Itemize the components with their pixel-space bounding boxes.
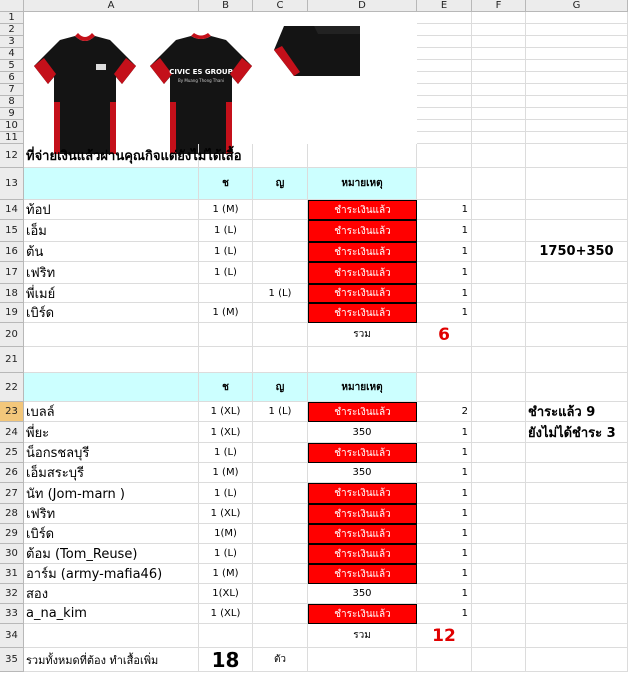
shirt-logo: CIVIC ES GROUP [169, 68, 233, 76]
size-female-cell[interactable] [253, 604, 308, 624]
grid-cell[interactable] [526, 168, 628, 200]
grid-cell[interactable] [472, 524, 526, 544]
grid-cell[interactable] [526, 584, 628, 604]
grid-cell[interactable] [472, 373, 526, 402]
grid-cell[interactable] [526, 120, 628, 132]
grid-cell[interactable] [472, 463, 526, 483]
grid-cell[interactable] [199, 323, 253, 347]
grid-cell[interactable] [526, 144, 628, 168]
spreadsheet-grid [24, 12, 628, 700]
grid-cell[interactable] [526, 48, 628, 60]
grid-cell[interactable] [417, 60, 472, 72]
grid-cell[interactable] [526, 463, 628, 483]
grid-cell[interactable] [417, 24, 472, 36]
row-header-28[interactable]: 28 [0, 504, 24, 524]
table-header-female[interactable]: ญ [253, 373, 308, 402]
grid-cell[interactable] [472, 72, 526, 84]
size-male-cell[interactable]: 1 (M) [199, 564, 253, 584]
size-male-cell[interactable]: 1 (M) [199, 303, 253, 323]
name-cell[interactable]: ท้อป [24, 200, 199, 220]
grid-cell[interactable] [472, 220, 526, 242]
row-header-7[interactable]: 7 [0, 84, 24, 96]
table-header-female[interactable]: ญ [253, 168, 308, 200]
grid-cell[interactable] [472, 48, 526, 60]
grid-cell[interactable] [472, 12, 526, 24]
size-male-cell[interactable]: 1 (L) [199, 443, 253, 463]
grid-cell[interactable] [472, 624, 526, 648]
size-female-cell[interactable] [253, 220, 308, 242]
grid-cell[interactable] [472, 483, 526, 504]
grid-cell[interactable] [526, 262, 628, 284]
row-header-27[interactable]: 27 [0, 483, 24, 504]
grid-cell[interactable] [526, 60, 628, 72]
grid-cell[interactable] [526, 132, 628, 144]
column-header-c[interactable]: C [253, 0, 308, 12]
note-cell[interactable]: ชำระเงินแล้ว [308, 604, 417, 624]
row-header-4[interactable]: 4 [0, 48, 24, 60]
note-cell[interactable]: ชำระเงินแล้ว [308, 303, 417, 323]
grid-cell[interactable] [253, 624, 308, 648]
grid-cell[interactable] [472, 422, 526, 443]
qty-cell[interactable]: 2 [417, 402, 472, 422]
row-header-25[interactable]: 25 [0, 443, 24, 463]
grid-cell[interactable] [526, 373, 628, 402]
grid-cell[interactable] [526, 604, 628, 624]
note-cell[interactable]: ชำระเงินแล้ว [308, 262, 417, 284]
row-header-6[interactable]: 6 [0, 72, 24, 84]
note-cell[interactable]: ชำระเงินแล้ว [308, 220, 417, 242]
name-cell[interactable]: พี่ยะ [24, 422, 199, 443]
size-female-cell[interactable]: 1 (L) [253, 284, 308, 303]
column-header-a[interactable]: A [24, 0, 199, 12]
grid-cell[interactable] [526, 84, 628, 96]
grid-cell[interactable] [526, 504, 628, 524]
grid-cell[interactable] [472, 108, 526, 120]
select-all-corner[interactable] [0, 0, 24, 12]
grid-cell[interactable] [472, 36, 526, 48]
grid-cell[interactable] [417, 144, 472, 168]
table-header-male[interactable]: ช [199, 168, 253, 200]
grid-cell[interactable] [24, 347, 199, 373]
row-header-33[interactable]: 33 [0, 604, 24, 624]
size-male-cell[interactable] [199, 284, 253, 303]
size-male-cell[interactable]: 1 (XL) [199, 422, 253, 443]
note-cell[interactable]: 350 [308, 463, 417, 483]
qty-cell[interactable]: 1 [417, 463, 472, 483]
grid-cell[interactable] [472, 168, 526, 200]
size-male-cell[interactable]: 1 (XL) [199, 504, 253, 524]
grid-cell[interactable] [472, 604, 526, 624]
qty-cell[interactable]: 1 [417, 262, 472, 284]
row-header-12[interactable]: 12 [0, 144, 24, 168]
grid-cell[interactable] [472, 443, 526, 463]
column-header-e[interactable]: E [417, 0, 472, 12]
row-header-35[interactable]: 35 [0, 648, 24, 672]
row-header-10[interactable]: 10 [0, 120, 24, 132]
grid-cell[interactable] [472, 347, 526, 373]
grid-cell[interactable] [472, 564, 526, 584]
grid-cell[interactable] [526, 544, 628, 564]
name-cell[interactable]: เอ็มสระบุรี [24, 463, 199, 483]
summary-total[interactable]: 18 [199, 648, 253, 672]
column-header-f[interactable]: F [472, 0, 526, 12]
size-female-cell[interactable] [253, 483, 308, 504]
grid-cell[interactable] [472, 144, 526, 168]
row-header-16[interactable]: 16 [0, 242, 24, 262]
row-header-18[interactable]: 18 [0, 284, 24, 303]
size-male-cell[interactable]: 1 (M) [199, 200, 253, 220]
name-cell[interactable]: เบิร์ด [24, 524, 199, 544]
note-cell[interactable]: ชำระเงินแล้ว [308, 524, 417, 544]
size-female-cell[interactable] [253, 463, 308, 483]
size-male-cell[interactable]: 1 (L) [199, 544, 253, 564]
grid-cell[interactable] [526, 96, 628, 108]
row-header-22[interactable]: 22 [0, 373, 24, 402]
note-cell[interactable]: ชำระเงินแล้ว [308, 402, 417, 422]
grid-cell[interactable] [417, 48, 472, 60]
row-header-19[interactable]: 19 [0, 303, 24, 323]
note-cell[interactable]: ชำระเงินแล้ว [308, 483, 417, 504]
section2-total[interactable]: 12 [417, 624, 472, 648]
size-female-cell[interactable] [253, 524, 308, 544]
grid-cell[interactable] [526, 108, 628, 120]
name-cell[interactable]: เบิร์ด [24, 303, 199, 323]
grid-cell[interactable] [472, 648, 526, 672]
size-female-cell[interactable] [253, 564, 308, 584]
shirt-sleeve-image [274, 20, 360, 76]
grid-cell[interactable] [526, 624, 628, 648]
grid-cell[interactable] [417, 648, 472, 672]
size-male-cell[interactable]: 1 (XL) [199, 604, 253, 624]
grid-cell[interactable] [253, 323, 308, 347]
qty-cell[interactable]: 1 [417, 483, 472, 504]
name-cell[interactable]: นัท (Jom-marn ) [24, 483, 199, 504]
name-cell[interactable]: พี่เมย์ [24, 284, 199, 303]
grid-cell[interactable] [417, 168, 472, 200]
qty-cell[interactable]: 1 [417, 220, 472, 242]
note-cell[interactable]: ชำระเงินแล้ว [308, 504, 417, 524]
grid-cell[interactable] [472, 584, 526, 604]
row-header-26[interactable]: 26 [0, 463, 24, 483]
row-header-14[interactable]: 14 [0, 200, 24, 220]
note-cell[interactable]: ชำระเงินแล้ว [308, 544, 417, 564]
name-cell[interactable]: อาร์ม (army-mafia46) [24, 564, 199, 584]
name-cell[interactable]: ต้อม (Tom_Reuse) [24, 544, 199, 564]
name-cell[interactable]: น็อกsชลบุรี [24, 443, 199, 463]
name-cell[interactable]: a_na_kim [24, 604, 199, 624]
name-cell[interactable]: เฟริท [24, 262, 199, 284]
grid-cell[interactable] [24, 624, 199, 648]
grid-cell[interactable] [308, 347, 417, 373]
column-header-b[interactable]: B [199, 0, 253, 12]
row-header-21[interactable]: 21 [0, 347, 24, 373]
row-header-29[interactable]: 29 [0, 524, 24, 544]
size-male-cell[interactable]: 1 (L) [199, 262, 253, 284]
row-header-9[interactable]: 9 [0, 108, 24, 120]
name-cell[interactable]: สอง [24, 584, 199, 604]
row-header-24[interactable]: 24 [0, 422, 24, 443]
row-header-32[interactable]: 32 [0, 584, 24, 604]
grid-cell[interactable] [526, 347, 628, 373]
table-header-note[interactable]: หมายเหตุ [308, 168, 417, 200]
paid-count-note[interactable]: ชำระแล้ว 9 [526, 402, 628, 422]
grid-cell[interactable] [472, 84, 526, 96]
name-cell[interactable]: เฟริท [24, 504, 199, 524]
qty-cell[interactable]: 1 [417, 544, 472, 564]
note-cell[interactable]: ชำระเงินแล้ว [308, 200, 417, 220]
note-cell[interactable]: ชำระเงินแล้ว [308, 284, 417, 303]
qty-cell[interactable]: 1 [417, 443, 472, 463]
row-header-11[interactable]: 11 [0, 132, 24, 144]
row-header-5[interactable]: 5 [0, 60, 24, 72]
qty-cell[interactable]: 1 [417, 524, 472, 544]
qty-cell[interactable]: 1 [417, 200, 472, 220]
grid-cell[interactable] [472, 262, 526, 284]
grid-cell[interactable] [417, 84, 472, 96]
size-female-cell[interactable] [253, 422, 308, 443]
qty-cell[interactable]: 1 [417, 504, 472, 524]
size-female-cell[interactable] [253, 303, 308, 323]
row-header-31[interactable]: 31 [0, 564, 24, 584]
size-female-cell[interactable] [253, 200, 308, 220]
name-cell[interactable]: เอ็ม [24, 220, 199, 242]
qty-cell[interactable]: 1 [417, 284, 472, 303]
qty-cell[interactable]: 1 [417, 584, 472, 604]
section1-title[interactable]: ที่จ่ายเงินแล้วผ่านคุณกิจแต่ยังไม่ได้เสื้อ [24, 144, 417, 168]
qty-cell[interactable]: 1 [417, 604, 472, 624]
grid-cell[interactable] [253, 347, 308, 373]
qty-cell[interactable]: 1 [417, 242, 472, 262]
row-header-20[interactable]: 20 [0, 323, 24, 347]
unpaid-count-note[interactable]: ยังไม่ได้ชำระ 3 [526, 422, 628, 443]
note-cell[interactable]: ชำระเงินแล้ว [308, 242, 417, 262]
row-header-15[interactable]: 15 [0, 220, 24, 242]
grid-cell[interactable] [526, 524, 628, 544]
grid-cell[interactable] [308, 648, 417, 672]
grid-cell[interactable] [526, 323, 628, 347]
grid-cell[interactable] [472, 96, 526, 108]
grid-cell[interactable] [417, 96, 472, 108]
column-header-g[interactable]: G [526, 0, 628, 12]
grid-cell[interactable] [24, 323, 199, 347]
name-cell[interactable]: เบลล์ [24, 402, 199, 422]
grid-cell[interactable] [417, 132, 472, 144]
grid-cell[interactable] [472, 323, 526, 347]
size-male-cell[interactable]: 1 (L) [199, 220, 253, 242]
grid-cell[interactable] [417, 347, 472, 373]
size-female-cell[interactable] [253, 262, 308, 284]
row-header-3[interactable]: 3 [0, 36, 24, 48]
grid-cell[interactable] [199, 624, 253, 648]
qty-cell[interactable]: 1 [417, 303, 472, 323]
shirt-back-image [146, 32, 256, 157]
table-header-name[interactable] [24, 373, 199, 402]
size-female-cell[interactable] [253, 443, 308, 463]
grid-cell[interactable] [472, 284, 526, 303]
grid-cell[interactable] [526, 483, 628, 504]
grid-cell[interactable] [472, 242, 526, 262]
grid-cell[interactable] [526, 72, 628, 84]
note-cell[interactable]: ชำระเงินแล้ว [308, 443, 417, 463]
row-header-23[interactable]: 23 [0, 402, 24, 422]
grid-cell[interactable] [526, 303, 628, 323]
row-header-13[interactable]: 13 [0, 168, 24, 200]
size-female-cell[interactable]: 1 (L) [253, 402, 308, 422]
note-cell[interactable]: ชำระเงินแล้ว [308, 564, 417, 584]
grid-cell[interactable] [472, 24, 526, 36]
qty-cell[interactable]: 1 [417, 564, 472, 584]
grid-cell[interactable] [526, 648, 628, 672]
note-cell[interactable]: 350 [308, 422, 417, 443]
grid-cell[interactable] [472, 544, 526, 564]
size-male-cell[interactable]: 1 (L) [199, 242, 253, 262]
grid-cell[interactable] [417, 12, 472, 24]
grid-cell[interactable] [526, 564, 628, 584]
size-male-cell[interactable]: 1 (M) [199, 463, 253, 483]
grid-cell[interactable] [417, 120, 472, 132]
grid-cell[interactable] [526, 284, 628, 303]
grid-cell[interactable] [417, 108, 472, 120]
table-header-male[interactable]: ช [199, 373, 253, 402]
grid-cell[interactable] [472, 60, 526, 72]
grid-cell[interactable] [472, 120, 526, 132]
size-female-cell[interactable] [253, 544, 308, 564]
size-male-cell[interactable]: 1 (L) [199, 483, 253, 504]
grid-cell[interactable] [472, 200, 526, 220]
grid-cell[interactable] [526, 220, 628, 242]
grid-cell[interactable] [417, 373, 472, 402]
shirt-tagline: By Muang Thong Thani [177, 78, 225, 83]
grid-cell[interactable] [417, 72, 472, 84]
column-header-d[interactable]: D [308, 0, 417, 12]
row-header-8[interactable]: 8 [0, 96, 24, 108]
size-female-cell[interactable] [253, 504, 308, 524]
grid-cell[interactable] [526, 12, 628, 24]
row-header-30[interactable]: 30 [0, 544, 24, 564]
note-cell[interactable]: 350 [308, 584, 417, 604]
summary-label[interactable]: รวมทั้งหมดที่ต้อง ทำเสื้อเพิ่ม [24, 648, 199, 672]
row-header-17[interactable]: 17 [0, 262, 24, 284]
row-header-34[interactable]: 34 [0, 624, 24, 648]
size-female-cell[interactable] [253, 584, 308, 604]
size-female-cell[interactable] [253, 242, 308, 262]
grid-cell[interactable] [472, 402, 526, 422]
section1-total-label[interactable]: รวม [308, 323, 417, 347]
grid-cell[interactable] [417, 36, 472, 48]
grid-cell[interactable] [526, 24, 628, 36]
table-header-note[interactable]: หมายเหตุ [308, 373, 417, 402]
size-male-cell[interactable]: 1(M) [199, 524, 253, 544]
grid-cell[interactable] [526, 36, 628, 48]
row-header-1[interactable]: 1 [0, 12, 24, 24]
table-header-name[interactable] [24, 168, 199, 200]
row-header-2[interactable]: 2 [0, 24, 24, 36]
size-male-cell[interactable]: 1(XL) [199, 584, 253, 604]
grid-cell[interactable] [199, 347, 253, 373]
grid-cell[interactable] [472, 303, 526, 323]
section2-total-label[interactable]: รวม [308, 624, 417, 648]
grid-cell[interactable] [526, 443, 628, 463]
side-note-amount[interactable]: 1750+350 [526, 242, 628, 262]
section1-total[interactable]: 6 [417, 323, 472, 347]
grid-cell[interactable] [526, 200, 628, 220]
size-male-cell[interactable]: 1 (XL) [199, 402, 253, 422]
grid-cell[interactable] [472, 132, 526, 144]
grid-cell[interactable] [472, 504, 526, 524]
shirt-front-image [30, 32, 140, 157]
name-cell[interactable]: ต้น [24, 242, 199, 262]
qty-cell[interactable]: 1 [417, 422, 472, 443]
summary-unit[interactable]: ตัว [253, 648, 308, 672]
